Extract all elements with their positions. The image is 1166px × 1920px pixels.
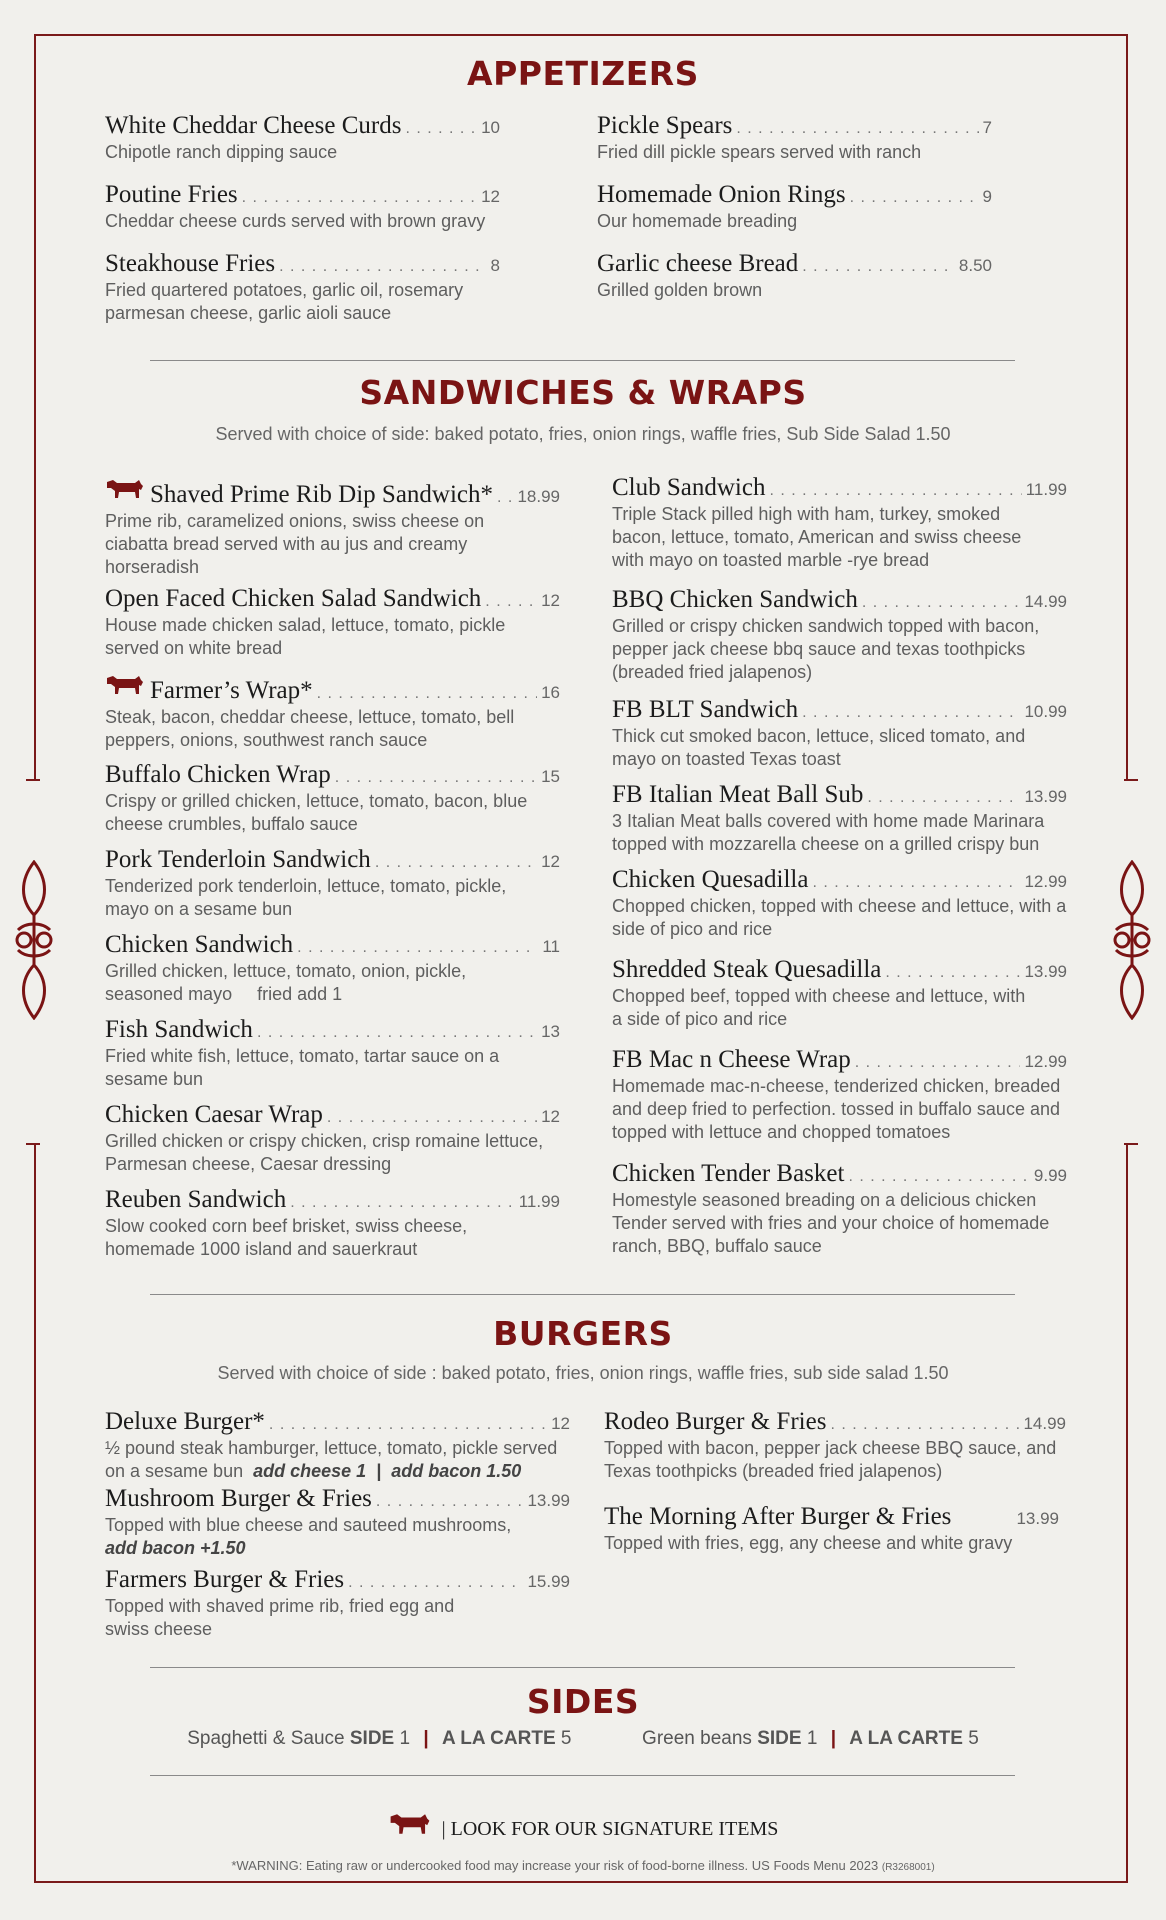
item-price: 13 — [541, 1022, 560, 1041]
item-price: 11.99 — [518, 1192, 560, 1211]
menu-item — [105, 931, 560, 1006]
item-price: 16 — [541, 683, 560, 702]
item-name: Shredded Steak Quesadilla — [612, 956, 882, 983]
item-extra: add cheese 1 | add bacon 1.50 — [253, 1461, 522, 1481]
leader-dots — [290, 1194, 515, 1212]
leader-dots — [830, 1416, 1019, 1434]
menu-item — [105, 476, 560, 579]
item-description: Steak, bacon, cheddar cheese, lettuce, tomato, bell peppers, onions, southwest ranch sauce — [105, 707, 515, 750]
item-name: Homemade Onion Rings — [597, 181, 846, 208]
item-name: Buffalo Chicken Wrap — [105, 761, 331, 788]
menu-item — [597, 250, 992, 302]
leader-dots — [862, 594, 1021, 612]
leader-dots — [297, 939, 538, 957]
scroll-ornament-right — [1110, 860, 1154, 1020]
cow-icon — [388, 1810, 432, 1838]
scroll-ornament-left — [12, 860, 56, 1020]
menu-item — [105, 1186, 560, 1261]
menu-item — [612, 1160, 1067, 1258]
menu-item — [612, 956, 1067, 1031]
item-price: 9.99 — [1033, 1166, 1067, 1185]
item-description: ½ pound steak hamburger, lettuce, tomato, pickle served on a sesame bun — [105, 1438, 558, 1481]
section-divider — [150, 1667, 1015, 1668]
item-description: Chopped chicken, topped with cheese and lettuce, with a side of pico and rice — [612, 896, 1067, 939]
item-price: 7 — [982, 118, 992, 137]
item-name: Poutine Fries — [105, 181, 238, 208]
item-description: Grilled chicken or crispy chicken, crisp romaine lettuce, Parmesan cheese, Caesar dressing — [105, 1131, 544, 1174]
menu-item — [105, 672, 560, 752]
menu-item — [105, 761, 560, 836]
item-price: 8.50 — [958, 256, 992, 275]
menu-item — [105, 250, 500, 325]
item-description: Chipotle ranch dipping sauce — [105, 142, 338, 162]
sides-title: SIDES — [526, 1682, 640, 1721]
leader-dots — [850, 189, 979, 207]
side-item — [642, 1728, 979, 1749]
item-name: Pickle Spears — [597, 112, 733, 139]
item-name: FB Mac n Cheese Wrap — [612, 1046, 851, 1073]
leader-dots — [348, 1574, 523, 1592]
item-price: 13.99 — [1024, 787, 1067, 806]
item-name: Farmers Burger & Fries — [105, 1566, 345, 1593]
menu-item — [105, 846, 560, 921]
item-name: Fish Sandwich — [105, 1016, 253, 1043]
item-name: Mushroom Burger & Fries — [105, 1485, 372, 1512]
signature-text: | LOOK FOR OUR SIGNATURE ITEMS — [441, 1818, 779, 1840]
item-description: Tenderized pork tenderloin, lettuce, tomato, pickle, mayo on a sesame bun — [105, 876, 507, 919]
item-description: Crispy or grilled chicken, lettuce, tomato, bacon, blue cheese crumbles, buffalo sauce — [105, 791, 528, 834]
menu-item — [105, 1101, 560, 1176]
item-price: 12 — [541, 591, 560, 610]
item-name: BBQ Chicken Sandwich — [612, 586, 858, 613]
leader-dots — [736, 120, 978, 138]
separator: | — [423, 1728, 429, 1749]
item-description: Fried dill pickle spears served with ranch — [597, 142, 922, 162]
leader-dots — [497, 489, 513, 507]
menu-item — [612, 866, 1067, 941]
item-price: 9 — [982, 187, 992, 206]
item-description: Triple Stack pilled high with ham, turkey, smoked bacon, lettuce, tomato, American and swiss cheese with mayo on toasted marble -rye bread — [612, 504, 1022, 570]
item-name: Garlic cheese Bread — [597, 250, 799, 277]
cow-icon — [105, 476, 145, 502]
appetizers-title: APPETIZERS — [467, 54, 699, 93]
leader-dots — [335, 769, 537, 787]
menu-item — [105, 585, 560, 660]
leader-dots — [327, 1109, 537, 1127]
item-price: 10 — [481, 118, 500, 137]
section-divider — [150, 1294, 1015, 1295]
item-price: 8 — [490, 256, 500, 275]
section-divider — [150, 1775, 1015, 1776]
leader-dots — [485, 593, 537, 611]
leader-dots — [812, 874, 1020, 892]
item-description: Grilled golden brown — [597, 280, 763, 300]
leader-dots — [848, 1168, 1029, 1186]
item-price: 13.99 — [1016, 1509, 1059, 1528]
item-description: Slow cooked corn beef brisket, swiss cheese, homemade 1000 island and sauerkraut — [105, 1216, 468, 1259]
side-name: Green beans — [642, 1728, 752, 1749]
item-name: Reuben Sandwich — [105, 1186, 287, 1213]
menu-item — [612, 586, 1067, 684]
leader-dots — [855, 1054, 1021, 1072]
item-description: Thick cut smoked bacon, lettuce, sliced tomato, and mayo on toasted Texas toast — [612, 726, 1026, 769]
leader-dots — [376, 1493, 524, 1511]
item-description: Fried quartered potatoes, garlic oil, rosemary parmesan cheese, garlic aioli sauce — [105, 280, 464, 323]
menu-item — [105, 112, 500, 164]
item-name: Rodeo Burger & Fries — [604, 1408, 827, 1435]
border-tick — [1124, 779, 1138, 781]
item-description: Topped with bacon, pepper jack cheese BBQ sauce, and Texas toothpicks (breaded fried jalapenos) — [604, 1438, 1057, 1481]
item-price: 15 — [541, 767, 560, 786]
burgers-title: BURGERS — [493, 1314, 673, 1353]
item-price: 14.99 — [1023, 1414, 1066, 1433]
leader-dots — [405, 120, 477, 138]
item-name: Chicken Sandwich — [105, 931, 294, 958]
menu-item — [612, 696, 1067, 771]
leader-dots — [317, 685, 537, 703]
border-tick — [1124, 1143, 1138, 1145]
leader-dots — [802, 258, 955, 276]
item-description: Prime rib, caramelized onions, swiss cheese on ciabatta bread served with au jus and creamy horseradish — [105, 511, 485, 577]
item-description: Topped with fries, egg, any cheese and white gravy — [604, 1533, 1013, 1553]
carte-price: 5 — [560, 1728, 572, 1749]
leader-dots — [279, 258, 486, 276]
signature-legend — [0, 1810, 1166, 1841]
menu-item — [105, 1408, 570, 1483]
cow-icon — [105, 672, 145, 698]
item-name: FB BLT Sandwich — [612, 696, 799, 723]
leader-dots — [242, 189, 477, 207]
side-label: SIDE — [349, 1728, 395, 1749]
item-description: Homestyle seasoned breading on a delicious chicken Tender served with fries and your choice of homemade ranch, BBQ, buffalo sauce — [612, 1190, 1050, 1256]
item-description: Cheddar cheese curds served with brown gravy — [105, 211, 486, 231]
border-tick — [26, 779, 40, 781]
item-description: Grilled chicken, lettuce, tomato, onion, pickle, seasoned mayo fried add 1 — [105, 961, 472, 1004]
item-description: House made chicken salad, lettuce, tomato, pickle served on white bread — [105, 615, 506, 658]
side-label: SIDE — [757, 1728, 802, 1749]
carte-label: A LA CARTE — [441, 1728, 556, 1749]
item-name: Chicken Quesadilla — [612, 866, 809, 893]
menu-item — [612, 1046, 1067, 1144]
menu-item — [597, 112, 992, 164]
item-description: Our homemade breading — [597, 211, 798, 231]
sandwiches-title: SANDWICHES & WRAPS — [359, 373, 807, 412]
item-name: Deluxe Burger* — [105, 1408, 265, 1435]
separator: | — [830, 1728, 837, 1749]
side-price: 1 — [806, 1728, 818, 1749]
side-name: Spaghetti & Sauce — [187, 1728, 345, 1749]
border-tick — [26, 1143, 40, 1145]
item-price: 11 — [542, 937, 560, 956]
item-name: Shaved Prime Rib Dip Sandwich* — [150, 481, 494, 508]
menu-item — [604, 1408, 1066, 1483]
menu-item — [612, 474, 1067, 572]
leader-dots — [269, 1416, 547, 1434]
item-name: Farmer’s Wrap* — [150, 677, 313, 704]
leader-dots — [257, 1024, 537, 1042]
item-price: 12 — [541, 1107, 560, 1126]
leader-dots — [867, 789, 1020, 807]
food-warning — [0, 1858, 1166, 1873]
item-price: 12 — [541, 852, 560, 871]
menu-code: (R3268001) — [881, 1862, 935, 1873]
item-price: 10.99 — [1024, 702, 1067, 721]
menu-item — [597, 181, 992, 233]
leader-dots — [769, 482, 1021, 500]
item-price: 12 — [551, 1414, 570, 1433]
item-description: Topped with shaved prime rib, fried egg and swiss cheese — [105, 1596, 455, 1639]
item-name: FB Italian Meat Ball Sub — [612, 781, 864, 808]
item-name: Club Sandwich — [612, 474, 766, 501]
item-price: 13.99 — [527, 1491, 570, 1510]
item-description: Chopped beef, topped with cheese and lettuce, with a side of pico and rice — [612, 986, 1026, 1029]
menu-item — [604, 1503, 1059, 1555]
item-price: 12.99 — [1024, 1052, 1067, 1071]
menu-item — [105, 1566, 570, 1641]
item-description: Fried white fish, lettuce, tomato, tartar sauce on a sesame bun — [105, 1046, 500, 1089]
side-item — [187, 1728, 577, 1749]
burgers-subtitle: Served with choice of side : baked potato, fries, onion rings, waffle fries, sub side salad 1.50 — [217, 1363, 949, 1383]
item-price: 18.99 — [517, 487, 560, 506]
item-description: Grilled or crispy chicken sandwich topped with bacon, pepper jack cheese bbq sauce and texas toothpicks (breaded fried jalapenos) — [612, 616, 1040, 682]
item-price: 13.99 — [1024, 962, 1067, 981]
item-name: The Morning After Burger & Fries — [604, 1503, 952, 1530]
item-name: Pork Tenderloin Sandwich — [105, 846, 371, 873]
sandwiches-subtitle: Served with choice of side: baked potato, fries, onion rings, waffle fries, Sub Side Salad 1.50 — [215, 424, 951, 444]
carte-label: A LA CARTE — [849, 1728, 963, 1749]
item-price: 15.99 — [527, 1572, 570, 1591]
item-name: Chicken Caesar Wrap — [105, 1101, 323, 1128]
item-price: 11.99 — [1025, 480, 1067, 499]
item-description: Topped with blue cheese and sauteed mushrooms, — [105, 1515, 512, 1535]
item-price: 12.99 — [1024, 872, 1067, 891]
item-name: Open Faced Chicken Salad Sandwich — [105, 585, 482, 612]
leader-dots — [375, 854, 537, 872]
side-price: 1 — [399, 1728, 411, 1749]
section-divider — [150, 360, 1015, 361]
menu-item — [105, 181, 500, 233]
menu-item — [105, 1485, 570, 1560]
leader-dots — [885, 964, 1020, 982]
sides-row — [0, 1728, 1166, 1750]
item-description: 3 Italian Meat balls covered with home made Marinara topped with mozzarella cheese on a grilled crispy bun — [612, 811, 1045, 854]
menu-item — [612, 781, 1067, 856]
item-description: Homemade mac-n-cheese, tenderized chicken, breaded and deep fried to perfection. tossed in buffalo sauce and topped with lettuce and chopped tomatoes — [612, 1076, 1061, 1142]
warning-text: *WARNING: Eating raw or undercooked food may increase your risk of food-borne illness. US Foods Menu 2023 — [231, 1858, 879, 1873]
leader-dots — [802, 704, 1020, 722]
item-name: Steakhouse Fries — [105, 250, 276, 277]
menu-item — [105, 1016, 560, 1091]
item-name: Chicken Tender Basket — [612, 1160, 845, 1187]
item-price: 14.99 — [1024, 592, 1067, 611]
item-extra: add bacon +1.50 — [105, 1538, 246, 1558]
item-price: 12 — [481, 187, 500, 206]
item-name: White Cheddar Cheese Curds — [105, 112, 402, 139]
carte-price: 5 — [968, 1728, 979, 1749]
